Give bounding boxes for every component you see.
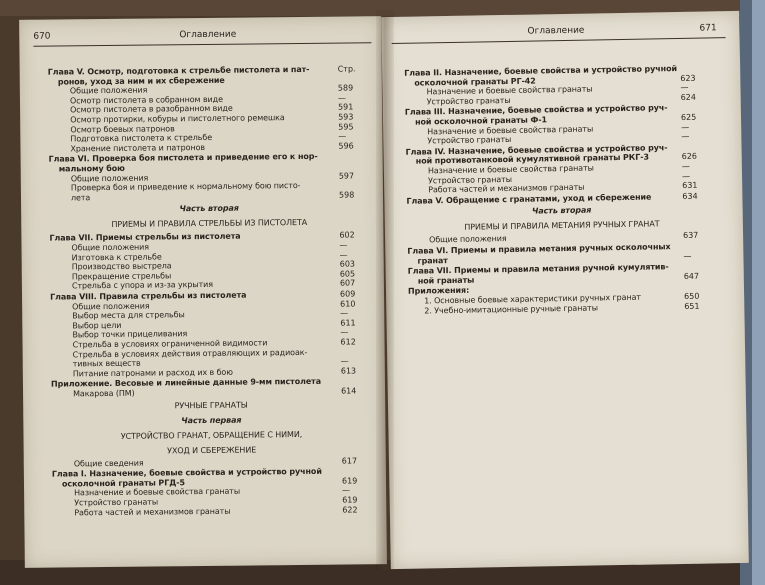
- toc-entry: УХОД И СБЕРЕЖЕНИЕ: [167, 445, 257, 455]
- book-cover-edge-light: [752, 0, 765, 585]
- toc-entry: ной противотанковой кумулятивной гранаты РКГ-3: [415, 152, 649, 166]
- right-page: [381, 11, 749, 569]
- toc-page-number: —: [683, 251, 692, 261]
- toc-page-number: 625: [680, 112, 697, 122]
- toc-page-number: —: [337, 93, 347, 103]
- toc-page-number: 637: [682, 231, 699, 241]
- toc-page-number: —: [340, 308, 349, 318]
- toc-entry: Часть первая: [181, 415, 242, 425]
- left-page-number: 670: [33, 31, 51, 42]
- toc-page-number: 619: [342, 495, 358, 505]
- toc-entry: Приложение. Весовые и линейные данные 9-мм пистолета: [50, 377, 322, 389]
- toc-entry: Подготовка пистолета к стрельбе: [70, 133, 213, 144]
- toc-entry: Глава VII. Приемы и правила метания ручной кумулятив-: [407, 262, 669, 276]
- toc-entry: Производство выстрела: [71, 261, 172, 272]
- toc-entry: Общие положения: [429, 234, 507, 245]
- toc-page-number: 598: [338, 190, 355, 200]
- toc-entry: Глава II. Назначение, боевые свойства и устройство ручной: [404, 64, 678, 78]
- toc-page-number: 647: [683, 271, 700, 281]
- toc-entry: тивных веществ: [72, 358, 141, 369]
- toc-entry: Общие положения: [69, 85, 148, 96]
- toc-entry: Общие сведения: [73, 458, 144, 468]
- toc-entry: Глава VI. Приемы и правила метания ручных осколочных: [407, 242, 671, 256]
- toc-page-number: 612: [340, 337, 356, 347]
- toc-page-number: —: [681, 131, 690, 142]
- toc-entry: Осмотр боевых патронов: [70, 123, 175, 134]
- toc-page-number: —: [339, 250, 348, 260]
- toc-entry: Глава V. Обращение с гранатами, уход и сбережение: [406, 192, 652, 206]
- toc-entry: лета: [70, 192, 91, 203]
- toc-page-number: 596: [338, 141, 354, 151]
- toc-entry: Приложения:: [407, 286, 470, 297]
- toc-entry: Глава VIII. Правила стрельбы из пистолета: [49, 290, 247, 302]
- book-gutter: [376, 10, 394, 570]
- right-running-head: Оглавление: [527, 25, 585, 37]
- toc-entry: мальному бою: [58, 163, 125, 174]
- toc-entry: Часть вторая: [531, 205, 592, 216]
- toc-entry: Назначение и боевые свойства гранаты: [426, 84, 593, 97]
- toc-entry: Глава IV. Назначение, боевые свойства и устройство руч-: [405, 142, 668, 157]
- toc-entry: Хранение пистолета и патронов: [70, 142, 206, 154]
- toc-entry: 1. Основные боевые характеристики ручных гранат: [424, 292, 641, 306]
- toc-entry: Работа частей и механизмов гранаты: [74, 506, 231, 517]
- toc-entry: Глава VII. Приемы стрельбы из пистолета: [49, 231, 241, 243]
- left-page: [19, 16, 387, 568]
- toc-entry: РУЧНЫЕ ГРАНАТЫ: [174, 400, 248, 410]
- toc-page-number: 591: [338, 102, 354, 112]
- toc-entry: Глава V. Осмотр, подготовка к стрельбе пистолета и пат-: [47, 64, 310, 77]
- toc-entry: Прекращение стрельбы: [71, 271, 172, 282]
- toc-entry: Осмотр пистолета в разобранном виде: [70, 104, 233, 115]
- toc-entry: Изготовка к стрельбе: [71, 252, 162, 262]
- toc-entry: Устройство гранаты: [426, 95, 511, 107]
- toc-page-number: 614: [340, 386, 357, 396]
- toc-entry: Питание патронами и расход их в бою: [72, 367, 233, 379]
- toc-page-number: —: [338, 131, 347, 141]
- toc-page-number: 610: [340, 298, 356, 309]
- toc-page-number: 602: [339, 230, 355, 240]
- toc-entry: Осмотр пистолета в собранном виде: [69, 94, 223, 106]
- toc-page-number: —: [680, 83, 689, 93]
- toc-entry: Стрельба в условиях ограниченной видимости: [72, 338, 268, 350]
- toc-page-number: Стр.: [337, 64, 356, 74]
- toc-page-number: 619: [341, 476, 358, 486]
- toc-entry: Глава VI. Проверка боя пистолета и приведение его к нор-: [48, 152, 318, 164]
- toc-page-number: 607: [339, 278, 356, 288]
- right-page-number: 671: [699, 23, 717, 34]
- toc-entry: ПРИЕМЫ И ПРАВИЛА СТРЕЛЬБЫ ИЗ ПИСТОЛЕТА: [111, 218, 308, 230]
- toc-entry: Общие положения: [72, 301, 150, 311]
- toc-page-number: —: [681, 122, 690, 132]
- toc-page-number: 597: [338, 171, 355, 181]
- toc-entry: Проверка боя и приведение к нормальному бою писто-: [70, 181, 301, 193]
- toc-page-number: 634: [682, 191, 698, 201]
- toc-entry: Выбор места для стрельбы: [72, 310, 185, 321]
- toc-page-number: —: [681, 171, 691, 181]
- toc-page-number: 611: [340, 318, 356, 328]
- toc-entry: Устройство гранаты: [74, 497, 159, 508]
- toc-entry: Глава I. Назначение, боевые свойства и устройство ручной: [51, 466, 322, 479]
- toc-page-number: 622: [342, 504, 358, 515]
- toc-entry: ронов, уход за ним и их сбережение: [57, 75, 225, 87]
- toc-entry: осколочной гранаты РГ-42: [414, 76, 536, 88]
- toc-entry: УСТРОЙСТВО ГРАНАТ, ОБРАЩЕНИЕ С НИМИ,: [120, 429, 303, 441]
- toc-page-number: —: [339, 240, 348, 250]
- toc-entry: Глава III. Назначение, боевые свойства и устройство руч-: [404, 103, 668, 118]
- toc-entry: Работа частей и механизмов гранаты: [428, 182, 585, 195]
- toc-page-number: 626: [681, 152, 698, 162]
- toc-page-number: 617: [341, 455, 358, 466]
- toc-page-number: 609: [339, 289, 356, 299]
- toc-page-number: —: [340, 327, 349, 337]
- toc-entry: Устройство гранаты: [427, 135, 512, 146]
- toc-entry: ПРИЕМЫ И ПРАВИЛА МЕТАНИЯ РУЧНЫХ ГРАНАТ: [464, 219, 660, 233]
- toc-page-number: —: [340, 356, 349, 366]
- toc-page-number: 593: [338, 112, 354, 122]
- toc-entry: Назначение и боевые свойства гранаты: [74, 487, 241, 498]
- toc-entry: Часть вторая: [179, 204, 239, 214]
- toc-entry: Выбор цели: [72, 320, 122, 331]
- toc-entry: осколочной гранаты РГД-5: [61, 477, 185, 489]
- toc-entry: Стрельба с упора и из-за укрытия: [71, 280, 213, 291]
- toc-page-number: 595: [338, 122, 354, 132]
- toc-entry: Осмотр протирки, кобуры и пистолетного ремешка: [70, 113, 285, 125]
- toc-page-number: 613: [340, 366, 357, 376]
- left-running-head: Оглавление: [179, 29, 237, 41]
- toc-entry: Назначение и боевые свойства гранаты: [427, 124, 594, 136]
- toc-entry: Устройство гранаты: [427, 174, 512, 185]
- toc-entry: 2. Учебно-имитационные ручные гранаты: [424, 303, 598, 316]
- toc-page-number: 603: [339, 259, 356, 269]
- toc-page-number: —: [342, 485, 351, 495]
- toc-page-number: 605: [339, 269, 356, 279]
- toc-entry: Макарова (ПМ): [73, 388, 135, 399]
- toc-page-number: 651: [684, 301, 700, 311]
- toc-page-number: —: [681, 161, 690, 171]
- toc-page-number: 624: [680, 92, 697, 102]
- toc-entry: Выбор точки прицеливания: [72, 329, 188, 340]
- toc-entry: Стрельба в условиях действия отравляющих и радиоак-: [72, 347, 308, 359]
- right-header-rule: [392, 37, 726, 44]
- toc-entry: ной гранаты: [417, 275, 475, 286]
- toc-entry: Общие положения: [71, 242, 150, 253]
- toc-entry: гранат: [417, 255, 448, 266]
- toc-entry: Общие положения: [70, 173, 149, 183]
- toc-page-number: 631: [682, 180, 698, 191]
- toc-entry: Назначение и боевые свойства гранаты: [427, 163, 594, 176]
- toc-page-number: 623: [680, 73, 696, 83]
- toc-entry: ной осколочной гранаты Ф-1: [414, 115, 548, 127]
- left-header-rule: [33, 42, 371, 47]
- toc-page-number: 589: [337, 83, 354, 93]
- toc-page-number: 650: [684, 291, 700, 301]
